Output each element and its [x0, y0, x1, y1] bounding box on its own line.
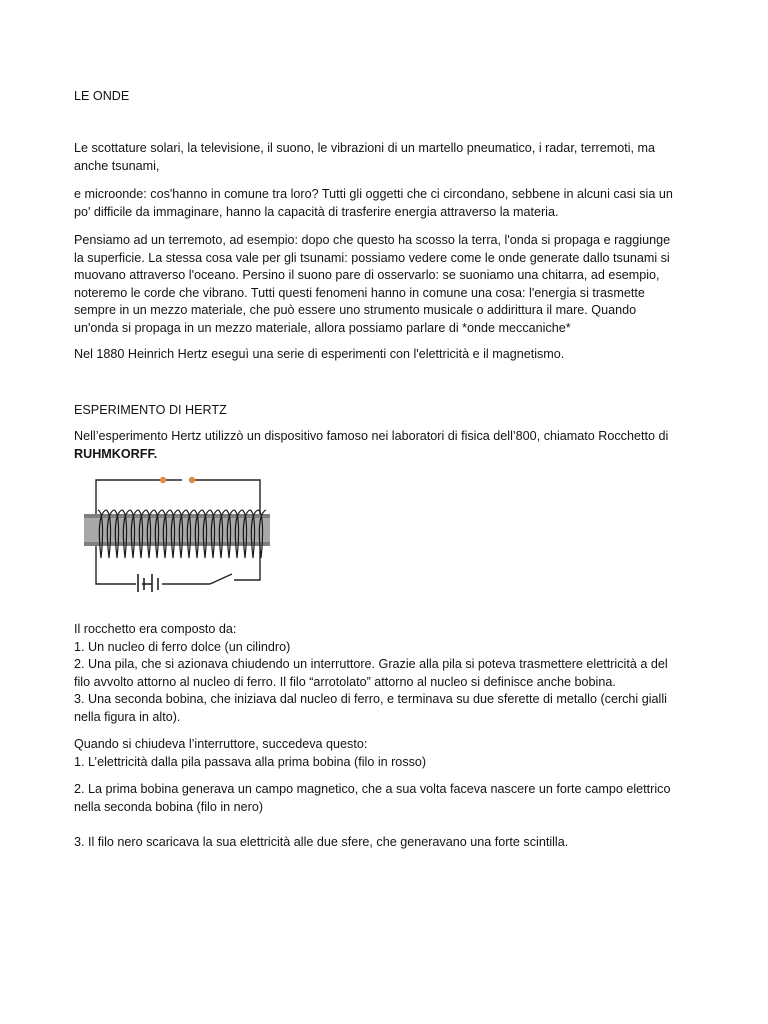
list-item: nella seconda bobina (filo in nero) — [74, 799, 264, 814]
list-item: 2. La prima bobina generava un campo magnetico, che a sua volta faceva nascere un forte campo elettrico — [74, 782, 671, 796]
p3-line: noteremo le corde che vibrano. Tutti questi fenomeni hanno in comune una cosa: l'energia si trasmette — [74, 285, 645, 300]
battery-symbol — [138, 574, 158, 592]
iron-core-shade — [84, 514, 270, 518]
ruhmkorff-label: RUHMKORFF. — [74, 446, 158, 461]
sequence-list — [74, 736, 694, 771]
p2-line: e microonde: cos'hanno in comune tra loro? Tutti gli oggetti che ci circondano, sebbene in alcuni casi sia un — [74, 187, 673, 201]
list-item: filo avvolto attorno al nucleo di ferro. Il filo “arrotolato” attorno al nucleo si definisce anche bobina. — [74, 674, 616, 689]
list-item: 2. Una pila, che si azionava chiudendo un interruttore. Grazie alla pila si poteva trasmettere elettricità a del — [74, 657, 668, 672]
iron-core-shade — [84, 542, 270, 546]
p3-line: un'onda si propaga in un mezzo materiale, allora possiamo parlare di *onde meccaniche* — [74, 320, 571, 335]
p3-line: la superficie. La stessa cosa vale per gli tsunami: possiamo vedere come le onde generate dallo tsunami si — [74, 250, 670, 265]
p3-line: sempre in un mezzo materiale, che può essere uno strumento musicale o addirittura il mare. Quando — [74, 303, 637, 318]
list-item: Quando si chiudeva l’interruttore, succedeva questo: — [74, 737, 368, 751]
section-heading-text: ESPERIMENTO DI HERTZ — [74, 403, 227, 417]
iron-core — [84, 514, 270, 546]
primary-wire — [96, 546, 260, 584]
paragraph-3 — [74, 232, 694, 338]
paragraph-1 — [74, 140, 694, 175]
p3-line: Pensiamo ad un terremoto, ad esempio: dopo che questo ha scosso la terra, l'onda si propaga e raggiunge — [74, 233, 671, 247]
section-heading — [74, 402, 694, 420]
p4-line: Nel 1880 Heinrich Hertz eseguì una serie di esperimenti con l'elettricità e il magnetismo. — [74, 347, 565, 361]
list-item: 1. L’elettricità dalla pila passava alla prima bobina (filo in rosso) — [74, 754, 427, 769]
paragraph-hertz — [74, 428, 694, 463]
list-item: 3. Una seconda bobina, che iniziava dal nucleo di ferro, e terminava su due sferette di metallo (cerchi gialli — [74, 692, 667, 707]
page-title — [74, 88, 694, 106]
switch-symbol — [210, 574, 232, 584]
title-text: LE ONDE — [74, 89, 130, 103]
secondary-wire — [96, 480, 260, 514]
p1-line: anche tsunami, — [74, 158, 160, 173]
paragraph-2 — [74, 186, 694, 221]
p3-line: muovano attraverso l'oceano. Persino il suono pare di osservarlo: se suoniamo una chitarra, ad esempio, — [74, 268, 660, 283]
composition-list — [74, 621, 694, 727]
hertz-line: Nell’esperimento Hertz utilizzò un dispositivo famoso nei laboratori di fisica dell’800, chiamato Rocchetto di — [74, 429, 669, 443]
sphere-right — [189, 477, 195, 483]
list-item: 1. Un nucleo di ferro dolce (un cilindro) — [74, 639, 291, 654]
list-item: Il rocchetto era composto da: — [74, 622, 237, 636]
sphere-left — [160, 477, 166, 483]
list-item: nella figura in alto). — [74, 709, 181, 724]
p2-line: po' difficile da immaginare, hanno la capacità di trasferire energia attraverso la materia. — [74, 204, 559, 219]
sequence-step-3 — [74, 834, 694, 852]
list-item: 3. Il filo nero scaricava la sua elettricità alle due sfere, che generavano una forte scintilla. — [74, 835, 569, 849]
paragraph-4 — [74, 346, 694, 364]
ruhmkorff-coil-diagram — [76, 470, 276, 592]
sequence-step-2 — [74, 781, 694, 816]
p1-line: Le scottature solari, la televisione, il suono, le vibrazioni di un martello pneumatico, i radar, terremoti, ma — [74, 141, 655, 155]
